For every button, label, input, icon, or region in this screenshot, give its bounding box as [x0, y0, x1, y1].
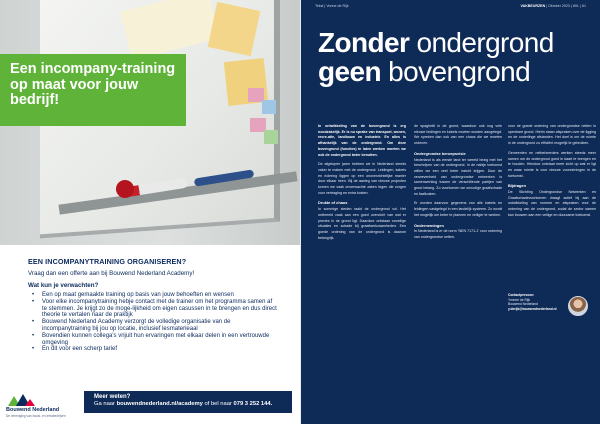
article-column-1: In ontwikkeling van de bovengrond is erg noodzakelijk. Er is nu sprake van transport, wonen, recre-atie, landbouw en industrie. En alles is afhankelijk van de ondergrond. Om deze bovengrond (functies) te laten werken moeten we ook de ondergrond beter benutten. De afgelopen jaren hebben we in Nederland steeds vaker te maken met de ondergrond. Leidingen, kabels en riolering liggen op een onoverzichtelijke manier door elkaar heen. Bij de aanleg van nieuwe projecten komen we vaak onverwachte zaken tegen die zorgen voor vertraging en extra kosten. Drukte of chaos In sommige steden raakt de ondergrond vol. Het ontbreekt vaak aan een goed overzicht van wat er precies in de grond ligt. Daardoor ontstaan onveilige situaties en schade bij graafwerkzaamheden. Een goede ordening van de ondergrond is daarom belangrijk. [318, 124, 406, 240]
sticky-note [264, 130, 278, 144]
benefits-list [28, 292, 278, 353]
article-title-line1: Zonder ondergrond [318, 27, 554, 58]
logo-mark-icon [6, 392, 36, 408]
author-credit: Tekst | Vonne de Rijk [315, 4, 349, 8]
sticky-note [262, 100, 276, 114]
contact-person: Contactpersoon: Yvonne de Rijk Bouwend Nederland y.derijk@bouwendnederland.nl [508, 293, 596, 327]
issue-info: VAKBEURZEN | Oktober 2023 | WIL | 61 [520, 4, 586, 8]
list-item: • Bovendien kunnen collega's vrijuit hun ervaringen met elkaar delen in een vertrouwde omgeving [28, 333, 278, 347]
article-column-3: voor de goede ordening van ondergrondse netten in openbare grond. Hierin staan afspraken over de ligging en de onderlinge afstanden. Het doel is om de ruimte in de ondergrond zo efficiënt mogelijk te gebruiken. Gemeenten en netbeheerders werken steeds meer samen om de ondergrond goed in kaart te brengen en te houden. Hierdoor ontstaat meer zicht op wat er ligt en waar ruimte is voor nieuwe voorzieningen in de toekomst. Bijdragen De Stichting Ondergrondse Netwerken en Graafschadevoorkomen draagt actief bij aan de ontwikkeling van normen en afspraken voor de ordening van de ondergrond, zodat de sector samen kan bouwen aan een veilige en duurzame toekomst. [508, 124, 596, 217]
promo-banner-title: Een incompany-training op maat voor jouw bedrijf! [10, 61, 176, 108]
article-column-2: de spaghetti in de grond, waardoor ook nog vele nieuwe leidingen en kabels moeten worden aangelegd. We spreken dan ook van een chaos die we moeten ordenen. Ondergrondse beroepsvisie Nederland is als eerste land ter wereld bezig met het beschrijven van de ondergrond. In de nabije toekomst willen we een veel beter inzicht krijgen. Door de verwevenheid van ondergrondse netwerken is samenwerking tussen de verschillende partijen van groot belang. Zo voorkomen we onnodige graafschade en faalkosten. Er worden daarvoor gegevens van alle kabels en leidingen vastgelegd in een landelijk systeem. Zo wordt het mogelijk om beter te plannen en veiliger te werken. Ondernemingen In Nederland is er de norm 'NEN 7171-1' voor ordening van ondergrondse netten. [414, 124, 502, 239]
contact-email[interactable]: y.derijk@bouwendnederland.nl [508, 306, 557, 311]
contact-cta: Meer weten? Ga naar bouwendnederland.nl/academy of bel naar 079 3 252 144. [84, 391, 292, 413]
promo-banner [0, 54, 186, 126]
list-item: • Voor elke incompanytraining hebje contact met de trainer om het programma samen af te stemmen. Je krijgt zo de moge-lijkheid om eigen casussen in te brengen en dus direct theorie te vertalen naar de praktijk [28, 299, 278, 319]
article-title-line2: geen bovengrond [318, 56, 531, 87]
section-heading: Bijdragen [508, 183, 526, 189]
sticky-note [208, 2, 261, 56]
offer-heading: EEN INCOMPANYTRAINING ORGANISEREN? [28, 257, 187, 266]
avatar [568, 296, 588, 316]
expectations-question: Wat kun je verwachten? [28, 282, 99, 289]
list-item: • Bouwend Nederland Academy verzorgt de volledige organisatie van de incompanytraining bij jou op locatie, inclusief lesmaterieaal [28, 319, 278, 333]
offer-subheading: Vraag dan een offerte aan bij Bouwend Nederland Academy! [28, 270, 195, 277]
section-heading: Ondergrondse beroepsvisie [414, 150, 466, 156]
page-header [301, 0, 600, 12]
article-lead: In ontwikkeling van de bovengrond is erg noodzakelijk. Er is nu sprake van transport, wonen, recre-atie, landbouw en industrie. En alles is afhankelijk van de ondergrond. Om deze bovengrond (functies) te laten werken moeten we ook de ondergrond beter benutten. [318, 124, 406, 157]
offer-section [28, 257, 278, 353]
contact-name: Yvonne de Rijk [508, 297, 530, 302]
phone-number[interactable]: 079 3 252 144. [233, 401, 273, 407]
academy-link[interactable]: bouwendnederland.nl/academy [116, 401, 203, 407]
section-label: VAKBEURZEN [520, 4, 546, 8]
section-heading: Drukte of chaos [318, 200, 348, 206]
bouwend-nederland-logo: Bouwend Nederland De vereniging van bouw- en infrabedrijven [6, 392, 86, 420]
right-page [301, 0, 600, 424]
list-item: • En dit voor een scherp tarief [28, 346, 278, 353]
section-heading: Ondernemingen [414, 222, 444, 228]
list-item: • Een op maat gemaakte training op basis van jouw behoeften en wensen [28, 292, 278, 299]
cta-question: Meer weten? [94, 394, 131, 400]
